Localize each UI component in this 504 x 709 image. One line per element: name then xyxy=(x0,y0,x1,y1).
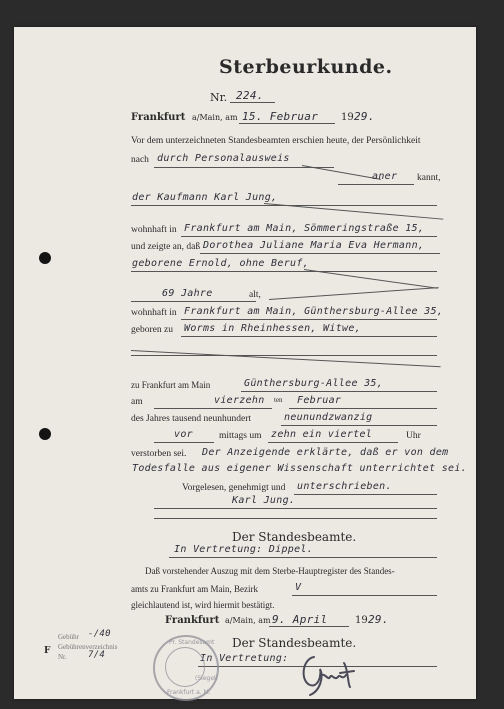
fee-letter: F xyxy=(44,646,51,656)
seal-bottom-text: Frankfurt a. M. xyxy=(167,689,211,696)
anerkannt-suffix: kannt, xyxy=(417,173,441,183)
certify-line1: Daß vorstehender Auszug mit dem Sterbe-Hauptregister des Standes- xyxy=(145,566,395,576)
nr-value: 224. xyxy=(236,89,264,102)
born-line xyxy=(181,336,437,337)
registrar-line xyxy=(169,557,437,558)
death-month-line xyxy=(289,408,437,409)
informant-signature: Karl Jung. xyxy=(232,495,296,506)
nr-label: Nr. xyxy=(210,91,228,104)
document-title: Sterbeurkunde. xyxy=(219,56,393,78)
anerkannt-value: aner xyxy=(372,171,398,182)
uhr-label: Uhr xyxy=(406,431,421,441)
born-value: Worms in Rheinhessen, Witwe, xyxy=(184,323,361,334)
residence1-value: Frankfurt am Main, Sömmeringstraße 15, xyxy=(184,223,425,234)
anerkannt-line xyxy=(338,184,414,185)
registrar2-title: Der Standesbeamte. xyxy=(232,636,357,650)
blank-line xyxy=(131,355,437,356)
birthname: geborene Ernold, ohne Beruf, xyxy=(132,258,309,269)
registrar2-signature: In Vertretung: xyxy=(200,653,289,664)
informant: der Kaufmann Karl Jung, xyxy=(132,192,278,203)
certify-line3: gleichlautend ist, wird hiermit bestätigt. xyxy=(131,600,275,610)
date-line xyxy=(239,123,335,124)
read-line xyxy=(294,494,437,495)
death-place-value: Günthersburg-Allee 35, xyxy=(244,378,384,389)
age-line xyxy=(131,301,256,302)
signature-line2 xyxy=(154,518,437,519)
handwritten-signature xyxy=(296,651,366,699)
residence2-label: wohnhaft in xyxy=(131,308,177,318)
year2-prefix: 19 xyxy=(355,615,368,626)
bezirk-line xyxy=(292,595,437,596)
punch-hole xyxy=(39,428,51,440)
year-prefix: 19 xyxy=(341,112,354,123)
residence1-line xyxy=(181,236,437,237)
death-time-value2: zehn ein viertel xyxy=(271,429,373,440)
age-label: alt, xyxy=(249,290,261,300)
death-year-value: neunundzwanzig xyxy=(284,412,373,423)
death-day-value: vierzehn xyxy=(214,395,265,406)
year2-value: 29. xyxy=(368,613,389,626)
death-time-line1 xyxy=(154,442,214,443)
bezirk-value: V xyxy=(295,582,302,593)
nr-line xyxy=(230,102,275,103)
residence2-value: Frankfurt am Main, Günthersburg-Allee 35, xyxy=(184,306,444,317)
intro-prefix: nach xyxy=(131,155,149,165)
read-value: unterschrieben. xyxy=(297,481,392,492)
deceased-label: verstorben sei. xyxy=(131,449,187,459)
certify-line2: amts zu Frankfurt am Main, Bezirk xyxy=(131,584,258,594)
death-time-value1: vor xyxy=(174,429,193,440)
strike-line xyxy=(302,165,381,180)
deceased-text2: Todesfalle aus eigener Wissenschaft unterrichtet sei. xyxy=(132,463,467,474)
fee-label: Gebühr xyxy=(58,633,79,641)
seal-top-text: Pr. Standesamt xyxy=(169,639,215,646)
death-day-suffix: ten xyxy=(274,396,283,404)
registrar-signature: In Vertretung: Dippel. xyxy=(174,544,314,555)
death-year-label: des Jahres tausend neunhundert xyxy=(131,414,252,424)
deceased-text1: Der Anzeigende erklärte, daß er von dem xyxy=(202,447,449,458)
date2-value: 9. April xyxy=(272,613,328,626)
place2-city: Frankfurt xyxy=(165,615,220,626)
fee-schedule-label: Gebührenverzeichnis xyxy=(58,643,118,651)
seal-center-text: (Siegel) xyxy=(195,675,219,682)
declared-label: und zeigte an, daß xyxy=(131,242,201,252)
place-city: Frankfurt xyxy=(131,112,186,123)
strike-line xyxy=(131,350,441,367)
fee-value: -/40 xyxy=(88,629,111,639)
age-value: 69 Jahre xyxy=(162,288,213,299)
identification-line xyxy=(154,167,334,168)
residence2-line xyxy=(181,319,437,320)
date2-line xyxy=(269,626,349,627)
birthname-line xyxy=(131,271,437,272)
punch-hole xyxy=(39,252,51,264)
year-value: 29. xyxy=(354,110,375,123)
signature-line xyxy=(154,508,437,509)
place-suffix: a/Main, am xyxy=(192,113,238,122)
certificate-page xyxy=(14,27,476,699)
declared-value: Dorothea Juliane Maria Eva Hermann, xyxy=(203,240,425,251)
death-day-line xyxy=(154,408,272,409)
death-place-label: zu Frankfurt am Main xyxy=(131,380,211,390)
born-label: geboren zu xyxy=(131,325,173,335)
death-year-line xyxy=(281,425,437,426)
place2-suffix: a/Main, am xyxy=(225,616,271,625)
death-day-label: am xyxy=(131,397,143,407)
residence1-label: wohnhaft in xyxy=(131,225,177,235)
fee-number-value: 7/4 xyxy=(88,650,106,660)
date-value: 15. Februar xyxy=(242,110,319,123)
death-time-line2 xyxy=(268,442,398,443)
death-place-line xyxy=(241,391,437,392)
strike-line xyxy=(269,287,439,300)
death-month-value: Februar xyxy=(297,395,342,406)
fee-number-label: Nr. xyxy=(58,653,67,661)
read-label: Vorgelesen, genehmigt und xyxy=(182,483,286,493)
registrar-title: Der Standesbeamte. xyxy=(232,530,357,544)
identification-value: durch Personalausweis xyxy=(157,153,290,164)
official-seal xyxy=(153,635,219,701)
intro-line: Vor dem unterzeichneten Standesbeamten erschien heute, der Persönlichkeit xyxy=(131,136,421,146)
declared-line xyxy=(200,253,440,254)
death-time-label: mittags um xyxy=(219,431,262,441)
